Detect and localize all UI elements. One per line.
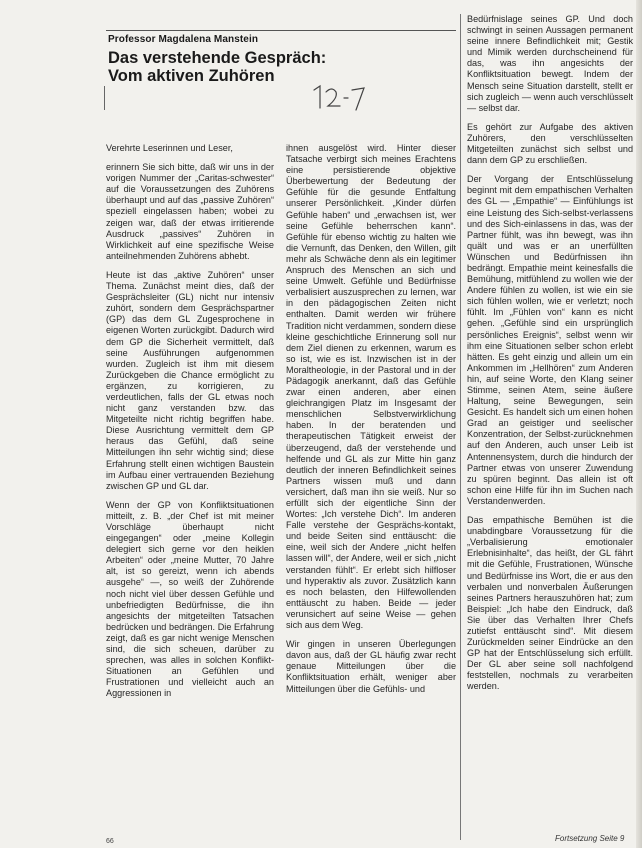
column-divider bbox=[460, 14, 461, 840]
title-line-2: Vom aktiven Zuhören bbox=[108, 67, 275, 85]
paragraph: ihnen ausgelöst wird. Hinter dieser Tatsache verbirgt sich meines Erachtens eine persistierende objektive Überbewertung der Bedeutung der Gefühle für die gesunde Entfaltung unserer Persönlichkeit. „Kinder dürfen Gefühle haben“ und „erwachsen ist, wer seine Gefühle beherrschen kann“. Gefühle für ebenso wichtig zu halten wie die Vernunft, das Denken, den Willen, gilt mehr als Schwäche denn als ein legitimer Anspruch des Menschen an sich und seine Umwelt. Gefühle und Bedürfnisse verbalisiert auszusprechen zu lernen, war in den pädagogischen Zeiten nicht enthalten. Damit werden wir frühere Tradition nicht verdammen, sondern diese kleine geschichtliche Erinnerung soll nur dem Ziel dienen zu erkennen, warum es so ist, wie es ist. Inzwischen ist in der Moraltheologie, in der Pastoral und in der Pädagogik anerkannt, daß das Gefühle zwar einen anderen, aber einen gleichrangigen Platz im Insgesamt der menschlichen Selbstverwirklichung haben. In der beratenden und therapeutischen Tätigkeit erweist der überzeugend, daß der verstehende und helfende und GL als zur Mitte hin ganz deutlich der inneren Befindlichkeit seines Partners wissen muß und dann versichert, daß man ihn sie weiß. Nur so erfüllt sich der eigentliche Sinn der Wortes: „Ich verstehe Dich“. Im anderen Falle verstehe der Gesprächs-kontakt, und beide Seiten sind enttäuscht: die eine, weil sich der Andere „nicht helfen lassen will“, der Andere, weil er sich „nicht verstanden fühlt“. Er erlebt sich hilfloser und hyperaktiv als zuvor. Zusätzlich kann es noch belasten, den Hilfewollenden enttäuscht zu haben. Beide — jeder verunsichert auf seine Weise — gehen sich aus dem Weg. bbox=[286, 143, 456, 631]
paragraph: Wenn der GP von Konfliktsituationen mitteilt, z. B. „der Chef ist mit meiner Vorschläge überhaupt nicht eingegangen“ oder „meine Kollegin delegiert sich gerne vor den heiklen Arbeiten“ oder „meine Mutter, 70 Jahre alt, ist so gereizt, wenn ich abends ausgehe“ —, so weiß der Zuhörende noch nicht viel über dessen Gefühle und unbefriedigten Bedürfnisse, die ihn angesichts der mitgeteilten Tatsachen bedrücken und bedrängen. Die Erfahrung zeigt, daß es gar nicht wenige Menschen sind, die sich scheuen, darüber zu sprechen, was alles in solchen Konflikt-Situationen an Gefühlen und Frustrationen und vielleicht auch an Aggressionen in bbox=[106, 499, 274, 699]
text-column-2 bbox=[286, 143, 456, 695]
article-title bbox=[108, 49, 348, 85]
paragraph: Verehrte Leserinnen und Leser, bbox=[106, 143, 233, 153]
title-line-1: Das verstehende Gespräch: bbox=[108, 49, 327, 67]
header-rule bbox=[106, 30, 456, 31]
handwritten-annotation bbox=[310, 82, 370, 112]
page-number: 66 bbox=[106, 838, 114, 845]
paragraph: erinnern Sie sich bitte, daß wir uns in der vorigen Nummer der „Caritas-schwester“ auf die Voraussetzungen des Zuhörens überhaupt und auf das „passive Zuhören“ speziell eingelassen haben; wobei zu zeigen war, daß der etwas irritierende Ausdruck „passives“ Zuhören in Wirklichkeit auf eine spezifische Weise anteilnehmenden Zuhörens abhebt. bbox=[106, 162, 274, 261]
paragraph: Heute ist das „aktive Zuhören“ unser Thema. Zunächst meint dies, daß der Gesprächsleiter (GL) nicht nur intensiv zuhört, sondern dem Gesprächspartner (GP) das dem GL Zugesprochene in eigenen Worten zurückgibt. Dadurch wird dem GP die Sicherheit vermittelt, daß seine Ausführungen aufgenommen wurden. Zugleich ist ihm mit diesem Zurückgeben die Chance ermöglicht zu ergänzen, zu korrigieren, zu verdeutlichen, falls der GL etwas noch nicht ganz verstanden bzw. das Mitgeteilte nicht richtig begriffen habe. Diese Ausrichtung vermittelt dem GP heraus das Gefühl, daß seine Mitteilungen ihn sehr wichtig sind; diese Erfahrung stellt einen wichtigen Baustein im Aufbau einer vertrauenden Beziehung zwischen GP und GL dar. bbox=[106, 269, 274, 491]
author-line: Professor Magdalena Manstein bbox=[108, 34, 259, 45]
paragraph: Wir gingen in unseren Überlegungen davon aus, daß der GL häufig zwar recht genaue Mitteilungen über die Konfliktsituation erhält, weniger aber Mitteilungen über die Gefühls- und bbox=[286, 639, 456, 694]
continued-note: Fortsetzung Seite 9 bbox=[555, 834, 625, 843]
paragraph: Es gehört zur Aufgabe des aktiven Zuhörers, den verschlüsselten Mitgeteilten zunächst sich selbst und dann dem GP zu erschließen. bbox=[467, 121, 633, 166]
paragraph: Bedürfnislage seines GP. Und doch schwingt in seinen Aussagen permanent seine innere Befindlichkeit mit; Gestik und Mimik werden durchscheinend für das, was ihn angesichts der Konfliktsituation bewegt. Indem der Mensch seine Situation darstellt, stellt er sich zugleich — wenn auch verschlüsselt — selbst dar. bbox=[467, 14, 633, 113]
text-column-1 bbox=[106, 143, 274, 700]
margin-mark bbox=[104, 86, 105, 110]
paragraph: Das empathische Bemühen ist die unabdingbare Voraussetzung für die „Verbalisierung emotionaler Erlebnisinhalte“, das heißt, der GL fährt mit die Gefühle, Frustrationen, Wünsche und Bedürfnisse ins Wort, die er aus den verbalen und nonverbalen Äußerungen seines Partners herauszuhören hat; zum Beispiel: „Ich habe den Eindruck, daß Sie über das Verhalten Ihrer Chefs zutiefst enttäuscht sind“. Mit diesem Zurückmelden seiner Eindrücke an den GP hat der Entschlüsselung sich erfüllt. Der GL aber seine soll nachfolgend feststellen, nochmals zu verarbeiten werden. bbox=[467, 515, 633, 692]
paragraph: Der Vorgang der Entschlüsselung beginnt mit dem empathischen Verhalten des GL — „Empathie“ — Einfühlungs ist eine Leistung des Sich-selbst-verlassens und des Sich-einlassens in das, was der Partner fühlt, was ihn bewegt, was ihn quält und was er an unerfüllten Wünschen und Bedürfnissen ihn bedrängt. Empathie meint keinesfalls die Bemühung, mitfühlend zu wollen wie der Andere fühlen zu wollen, ist wie ein sie sich fühlen wollen, wie er verletzt; noch fühlt. Im „Fühlen von“ kann es nicht gehen. „Gefühle sind ein ursprünglich persönliches Ereignis“, selbst wenn wir ihm eine Situationen selber schon erlebt hätten. Es geht einzig und allein um ein Ankommen im „Hellhören“ zum Anderen hin, auf seine Worte, den Klang seiner Stimme, seinen Atem, seine äußere Haltung, seine Bewegungen, sein Gesicht. Es handelt sich um einen hohen Grad an geistiger und seelischer Konzentration, der Selbst-zurücknehmen auf den Anderen, auch unser Leib ist Antennensystem, durch die hindurch der Partner etwas von unserer Zuwendung zu spüren beginnt. Das allein ist oft schon eine Hilfe für ihn im Suchen nach Verstandenwerden. bbox=[467, 174, 633, 506]
page-edge-shadow bbox=[636, 0, 642, 848]
text-column-3 bbox=[467, 14, 633, 693]
